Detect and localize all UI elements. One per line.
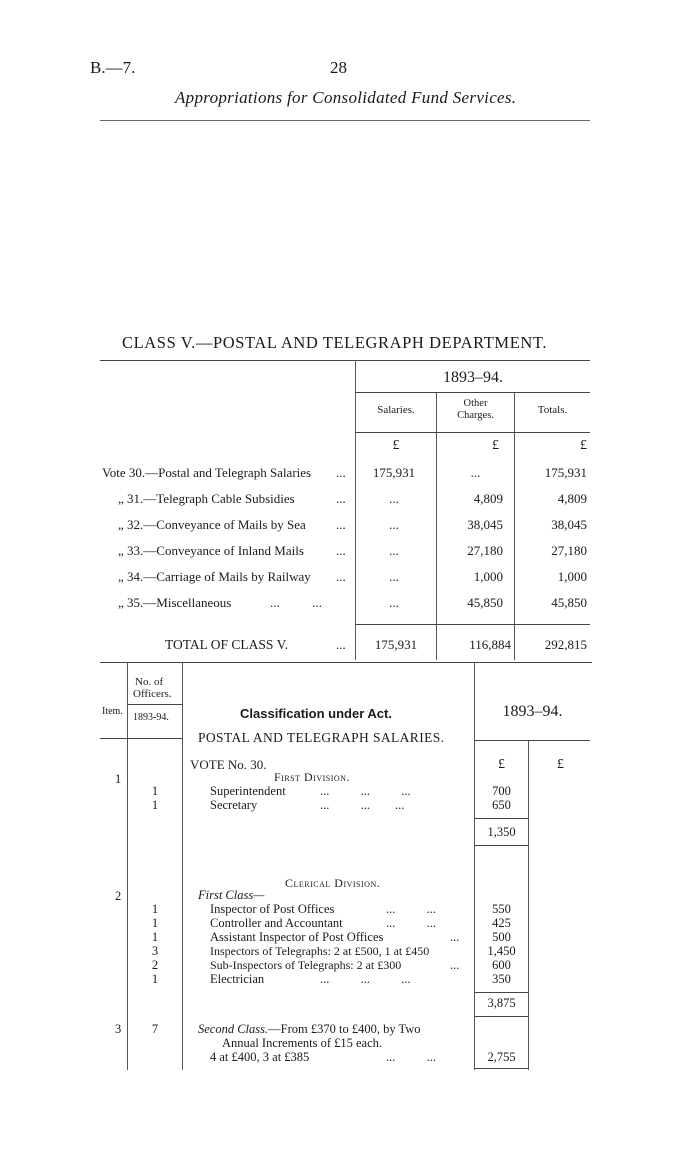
clerical-subtotal-rule — [475, 992, 528, 993]
class-v-title-rule — [100, 360, 590, 361]
class-v-year-rule — [356, 392, 590, 393]
row-dots: ... ... ... — [320, 784, 411, 798]
item-col-rule — [127, 662, 128, 1070]
row-total: 45,850 — [551, 595, 587, 610]
officers-col-rule — [182, 662, 183, 1070]
classification-title: Classification under Act. — [240, 706, 392, 721]
total-total: 292,815 — [544, 637, 587, 652]
col-officers-year: 1893-94. — [133, 712, 169, 723]
row-amount: 425 — [492, 916, 511, 930]
currency-totals: £ — [580, 438, 587, 453]
first-division-subtotal: 1,350 — [487, 825, 516, 839]
classification-year: 1893–94. — [502, 703, 563, 720]
row-label: Assistant Inspector of Post Offices — [210, 930, 384, 944]
second-class-officers: 7 — [151, 1022, 159, 1036]
row-leader: ... — [336, 491, 346, 506]
row-other: 1,000 — [473, 569, 503, 584]
row-dots: ... ... ... — [320, 972, 411, 986]
row-total: 1,000 — [557, 569, 587, 584]
clerical-division-title: Clerical Division. — [285, 876, 381, 890]
first-division-subtotal-rule — [475, 818, 528, 819]
row-label: Sub-Inspectors of Telegraphs: 2 at £300 — [210, 958, 402, 972]
row-dots: ... — [450, 930, 460, 944]
page-number: 28 — [330, 58, 347, 77]
row-leader: ... — [336, 465, 346, 480]
row-other: 4,809 — [473, 491, 503, 506]
row-salaries: ... — [389, 543, 399, 558]
header-rule — [100, 120, 590, 121]
item-number: 2 — [115, 889, 122, 903]
row-leader: ... — [336, 569, 346, 584]
currency-other: £ — [492, 438, 499, 453]
row-salaries: ... — [389, 491, 399, 506]
row-officers: 1 — [151, 798, 159, 812]
col-other-header-2: Charges. — [457, 410, 494, 421]
vote-label: VOTE No. 30. — [190, 757, 267, 772]
col-officers-header-1: No. of — [135, 676, 164, 688]
col-totals-header: Totals. — [537, 404, 568, 416]
row-label: „ 32.—Conveyance of Mails by Sea — [118, 517, 306, 532]
row-officers: 1 — [151, 972, 159, 986]
row-total: 4,809 — [557, 491, 587, 506]
row-total: 27,180 — [551, 543, 587, 558]
classification-heading: POSTAL AND TELEGRAPH SALARIES. — [198, 730, 445, 745]
class-v-total-rule — [356, 624, 590, 625]
first-division-title: First Division. — [274, 770, 350, 784]
classification-top-rule — [100, 662, 592, 663]
currency-col-1: £ — [498, 757, 505, 772]
row-leader: ... — [336, 543, 346, 558]
second-class-line-3: 4 at £400, 3 at £385 — [210, 1050, 310, 1064]
clerical-subtotal-bottom — [475, 1016, 528, 1017]
row-total: 175,931 — [544, 465, 587, 480]
second-class-line-2: Annual Increments of £15 each. — [222, 1036, 383, 1050]
item-number: 3 — [115, 1022, 122, 1036]
row-officers: 3 — [151, 944, 159, 958]
row-label: „ 34.—Carriage of Mails by Railway — [118, 569, 311, 584]
total-leader: ... — [336, 637, 346, 652]
first-division-subtotal-bottom — [475, 845, 528, 846]
page-subtitle: Appropriations for Consolidated Fund Services. — [175, 88, 517, 107]
row-label: Secretary — [210, 798, 258, 812]
row-salaries: ... — [389, 517, 399, 532]
row-amount: 500 — [492, 930, 511, 944]
item-number: 1 — [115, 772, 122, 786]
amount-header-rule — [475, 740, 590, 741]
total-label: TOTAL OF CLASS V. — [165, 637, 288, 652]
second-class-amount: 2,755 — [487, 1050, 516, 1064]
row-amount: 700 — [492, 784, 511, 798]
row-officers: 1 — [151, 902, 159, 916]
col-other-header-1: Other — [463, 398, 488, 409]
row-label: Controller and Accountant — [210, 916, 343, 930]
row-salaries: ... — [389, 595, 399, 610]
row-officers: 2 — [151, 958, 159, 972]
class-v-header-rule — [356, 432, 590, 433]
row-total: 38,045 — [551, 517, 587, 532]
page-ref: B.—7. — [90, 58, 136, 77]
first-class-label: First Class— — [198, 888, 265, 902]
total-salaries: 175,931 — [374, 637, 418, 652]
clerical-subtotal: 3,875 — [487, 996, 516, 1010]
row-amount: 650 — [492, 798, 511, 812]
second-class-line-1 — [198, 1022, 421, 1037]
row-dots: ... ... — [386, 902, 436, 916]
row-leader: ... — [336, 517, 346, 532]
row-label: Electrician — [210, 972, 265, 986]
row-officers: 1 — [151, 784, 159, 798]
row-amount: 600 — [492, 958, 511, 972]
row-other: 38,045 — [467, 517, 503, 532]
total-other: 116,884 — [469, 637, 511, 652]
row-amount: 1,450 — [487, 944, 516, 958]
row-amount: 350 — [492, 972, 511, 986]
row-label: „ 35.—Miscellaneous — [118, 595, 232, 610]
second-class-range: —From £370 to £400, by Two — [268, 1022, 421, 1036]
class-v-year: 1893–94. — [443, 369, 503, 386]
row-officers: 1 — [151, 916, 159, 930]
class-v-title: CLASS V.—POSTAL AND TELEGRAPH DEPARTMENT. — [122, 333, 548, 352]
row-salaries: ... — [389, 569, 399, 584]
col-item-header: Item. — [102, 706, 123, 717]
row-other: ... — [470, 465, 481, 480]
row-label: Vote 30.—Postal and Telegraph Salaries — [102, 465, 312, 480]
col-officers-header-2: Officers. — [133, 688, 172, 700]
col-salaries-header: Salaries. — [377, 404, 415, 416]
second-class-bottom-rule — [475, 1068, 528, 1069]
row-label: „ 31.—Telegraph Cable Subsidies — [118, 491, 295, 506]
row-other: 27,180 — [467, 543, 503, 558]
row-leader: ... ... — [270, 595, 322, 610]
item-header-bottom-rule — [100, 738, 182, 739]
row-dots: ... ... ... — [320, 798, 405, 812]
amount-col-rule-mid — [528, 740, 529, 1070]
row-label: Inspectors of Telegraphs: 2 at £500, 1 at £450 — [210, 944, 430, 958]
second-class-dots: ... ... — [386, 1050, 436, 1064]
row-salaries: 175,931 — [372, 465, 416, 480]
second-class-label: Second Class. — [198, 1022, 269, 1036]
row-label: „ 33.—Conveyance of Inland Mails — [118, 543, 304, 558]
officers-header-rule — [127, 704, 182, 705]
currency-salaries: £ — [392, 438, 400, 453]
row-label: Superintendent — [210, 784, 286, 798]
row-dots: ... — [450, 958, 460, 972]
currency-col-2: £ — [557, 757, 564, 772]
row-amount: 550 — [492, 902, 511, 916]
row-label: Inspector of Post Offices — [210, 902, 335, 916]
row-officers: 1 — [151, 930, 159, 944]
row-other: 45,850 — [467, 595, 503, 610]
row-dots: ... ... — [386, 916, 436, 930]
